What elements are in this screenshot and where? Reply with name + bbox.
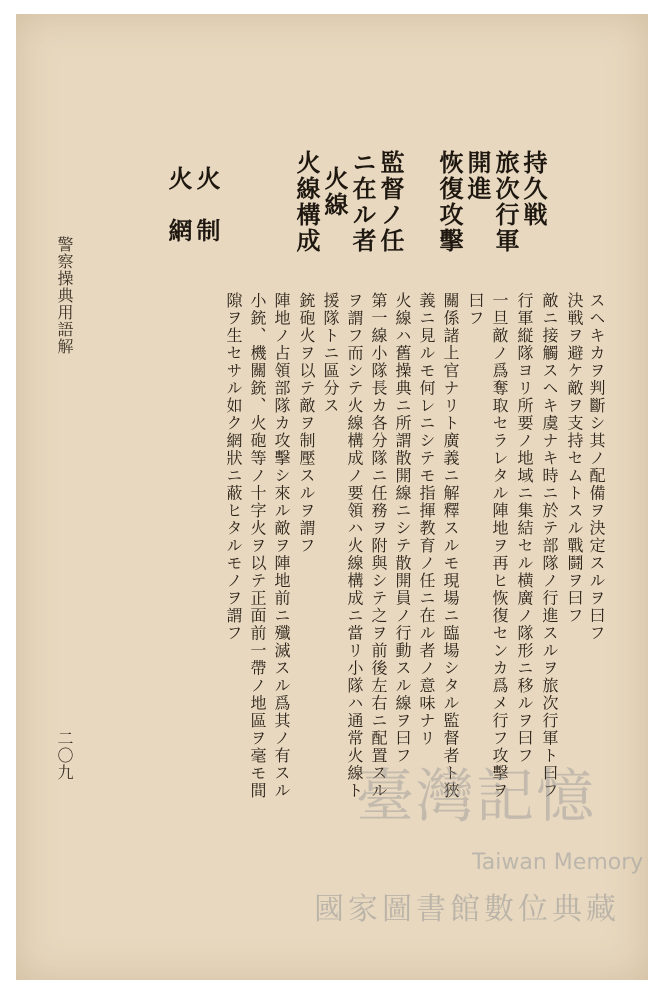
term-heading: 火線 [320,166,348,218]
definition-line: 第一線小隊長カ各分隊ニ任務ヲ附與シテ之ヲ前後左右ニ配置スル [369,292,388,800]
definition-line: 小銃、機關銃、火砲等ノ十字火ヲ以テ正面前一帶ノ地區ヲ毫モ間 [248,292,267,800]
definition-line: スヘキカヲ判斷シ其ノ配備ヲ決定スルヲ曰フ [587,292,606,642]
definition-line: 銃砲火ヲ以テ敵ヲ制壓スルヲ謂フ [297,292,316,555]
definition-line: 一旦敵ノ爲奪取セラレタル陣地ヲ再ヒ恢復センカ爲メ行フ攻擊ヲ [490,292,509,800]
definition-line: 敵ニ接觸スヘキ虞ナキ時ニ於テ部隊ノ行進スルヲ旅次行軍ト曰フ [540,292,559,800]
book-title: 警察操典用語解 [55,236,74,355]
term-heading: 旅次行軍 [491,150,519,254]
page-number: 二〇九 [55,730,74,781]
document-page [16,14,648,980]
definition-line: 關係諸上官ナリト廣義ニ解釋スルモ現場ニ臨場シタル監督者ト狹 [441,292,460,800]
watermark-library: 國家圖書館數位典藏 [314,892,620,927]
definition-line: 曰フ [466,292,485,327]
definition-line: 義ニ見ルモ何レニシテモ指揮教育ノ任ニ在ル者ノ意味ナリ [417,292,436,747]
term-heading: 火 網 [164,166,192,244]
definition-line: 火線ハ舊操典ニ所謂散開線ニシテ散開員ノ行動スル線ヲ曰フ [393,292,412,765]
term-heading: 火線構成 [292,150,320,254]
definition-line: 援隊トニ區分ス [321,292,340,415]
watermark-english: Taiwan Memory [472,850,644,875]
definition-line: ヲ謂フ而シテ火線構成ノ要領ハ火線構成ニ當リ小隊ハ通常火線ト [345,292,364,800]
definition-line: 陣地ノ占領部隊カ攻擊シ來ル敵ヲ陣地前ニ殲滅スル爲其ノ有スル [272,292,291,800]
watermark-logo: 臺灣記憶 [356,762,597,830]
definition-line: 行軍縦隊ヨリ所要ノ地域ニ集結セル横廣ノ隊形ニ移ルヲ曰フ [515,292,534,765]
definition-line: 決戦ヲ避ケ敵ヲ支持セムトスル戰鬪ヲ曰フ [565,292,584,625]
term-heading: 火 制 [192,166,220,244]
term-heading: 監督ノ任 [376,150,404,254]
term-heading: 恢復攻擊 [435,150,463,254]
term-heading: 開進 [463,150,491,202]
term-heading-cont: ニ在ル者 [348,150,376,254]
definition-line: 隙ヲ生セサル如ク網狀ニ蔽ヒタルモノヲ謂フ [224,292,243,642]
term-heading: 持久戦 [519,150,547,228]
